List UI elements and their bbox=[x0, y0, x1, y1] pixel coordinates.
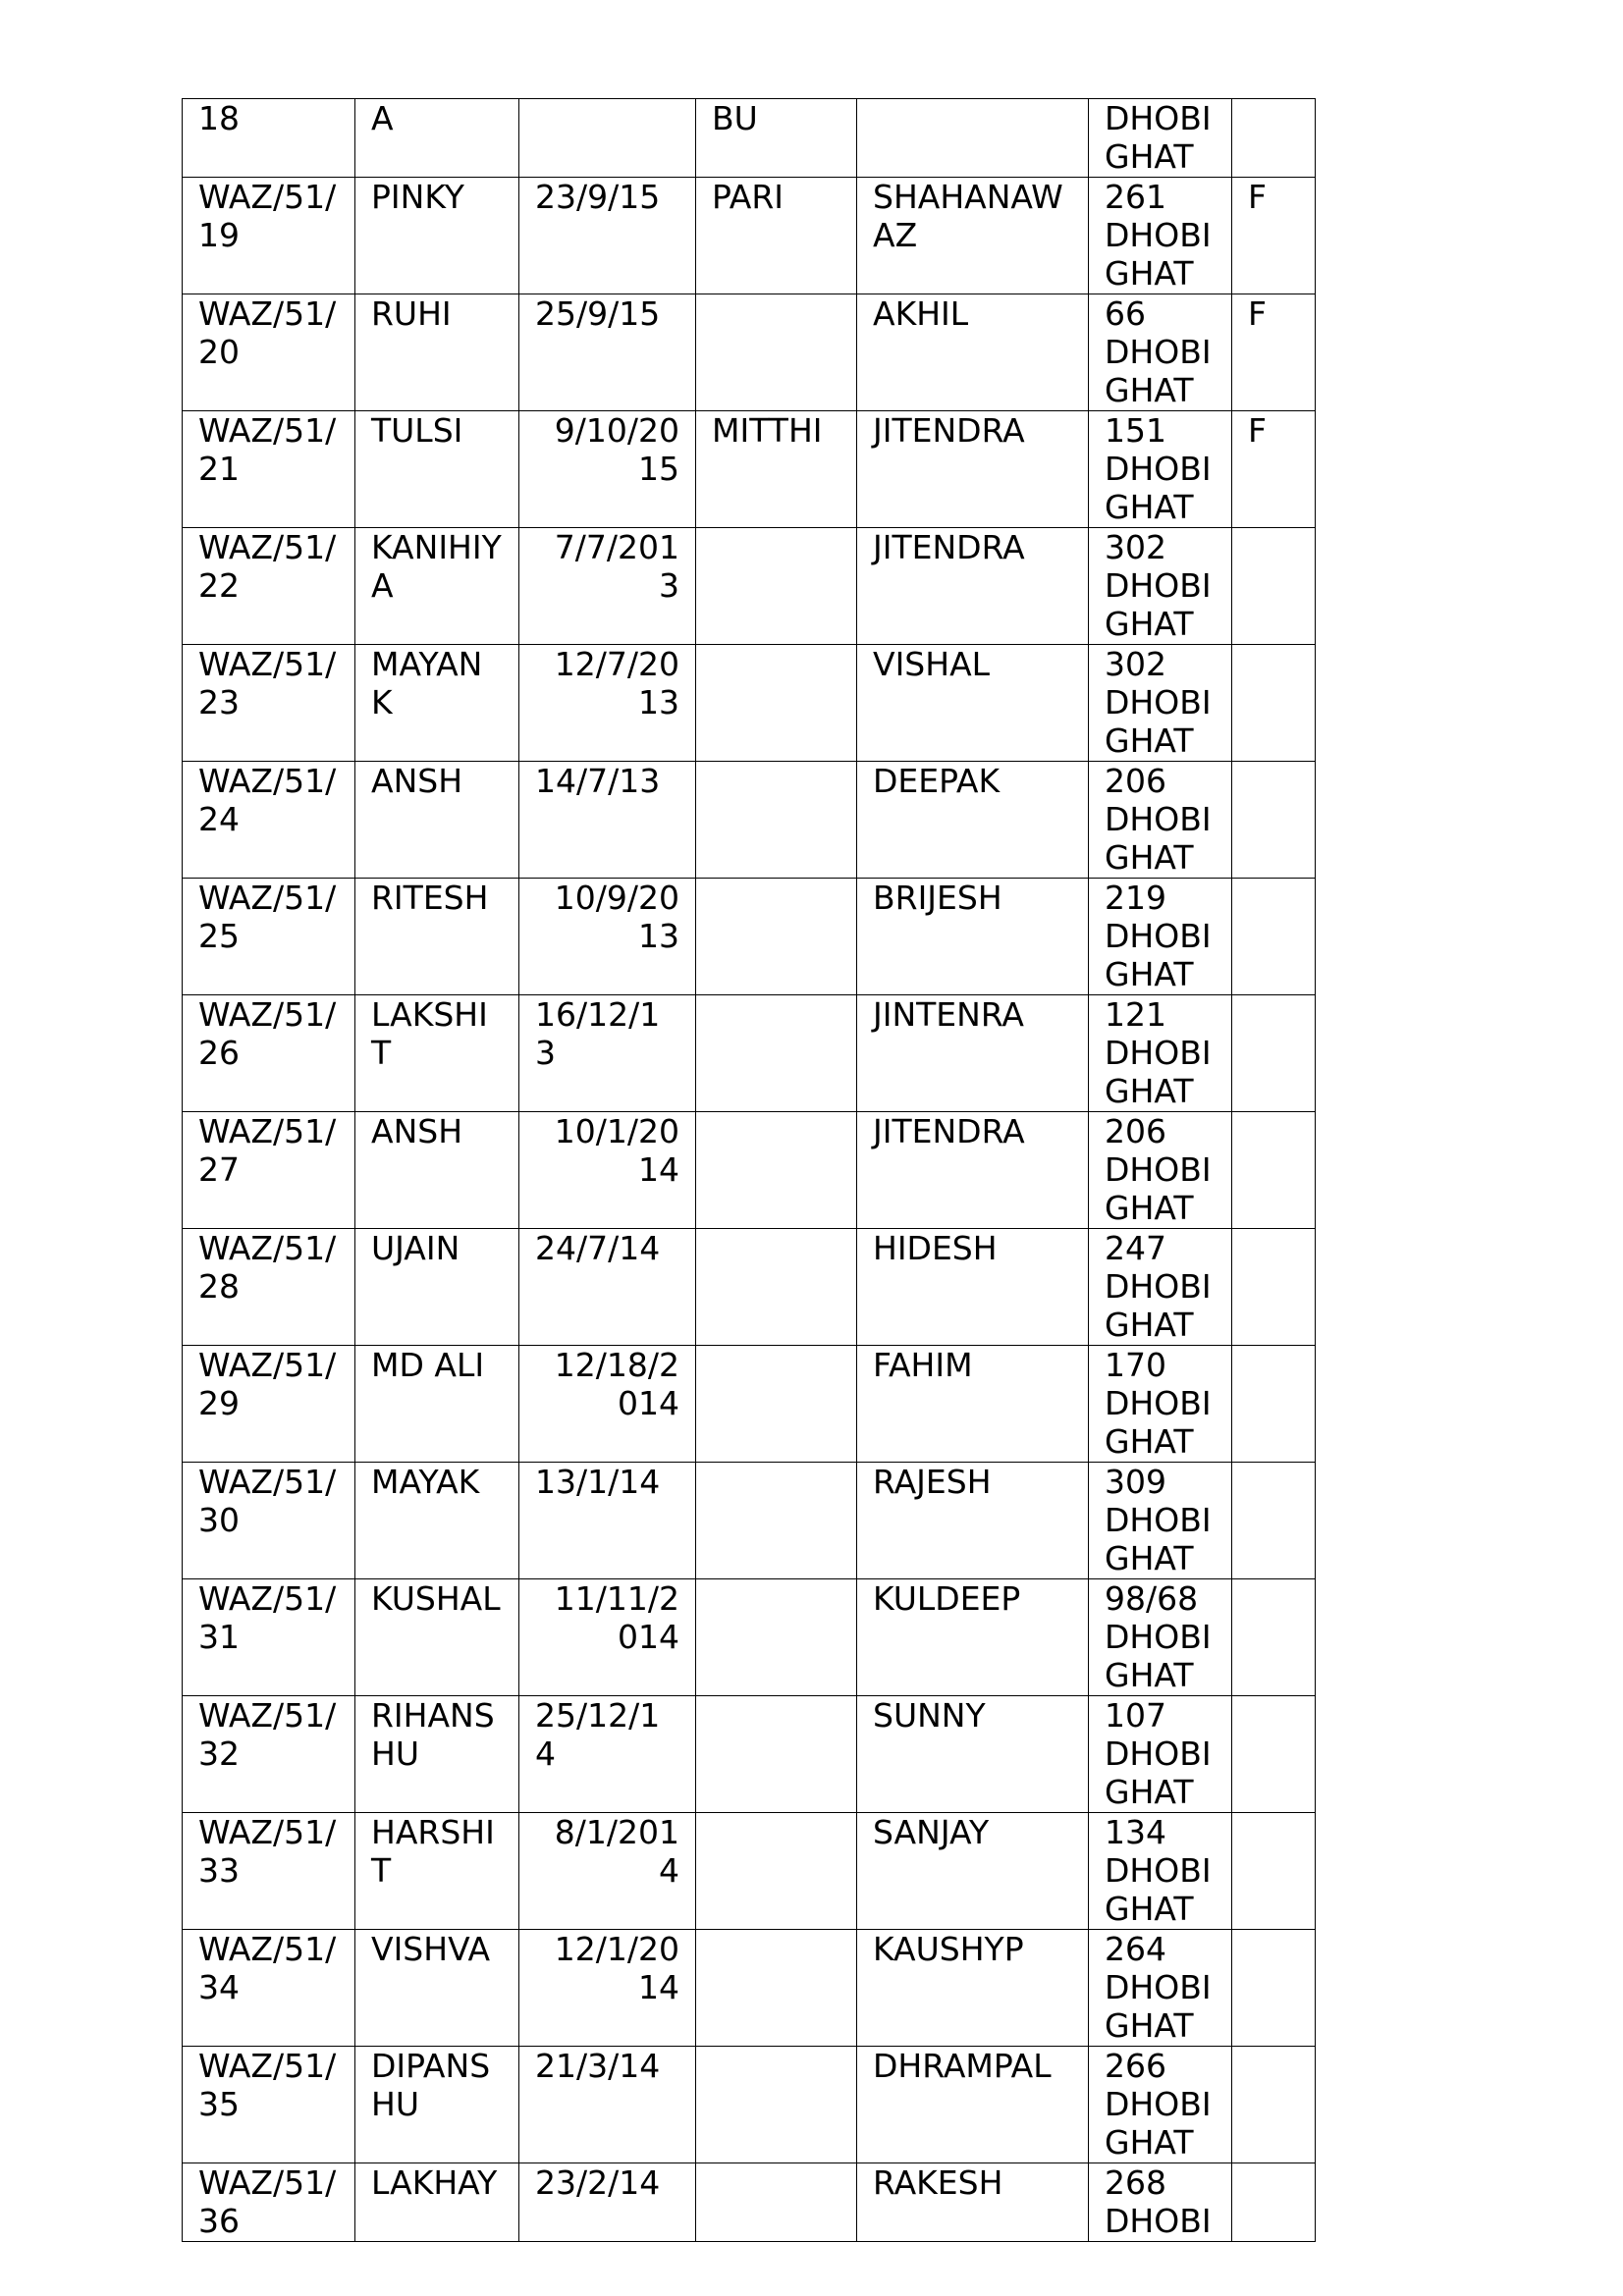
address-line: DHOBI bbox=[1105, 1267, 1212, 1306]
table-row bbox=[183, 528, 1316, 645]
address-cell bbox=[1089, 411, 1232, 528]
address-line: 66 bbox=[1105, 294, 1146, 333]
sex-cell bbox=[1232, 99, 1316, 178]
address-line: DHOBI bbox=[1105, 2202, 1212, 2240]
address-cell bbox=[1089, 1229, 1232, 1346]
mother-name-cell bbox=[696, 294, 857, 411]
date-of-birth-cell: 25/12/14 bbox=[519, 1696, 696, 1813]
mother-name-cell: PARI bbox=[696, 178, 857, 294]
table-row bbox=[183, 1229, 1316, 1346]
father-name-cell: HIDESH bbox=[857, 1229, 1089, 1346]
address-cell bbox=[1089, 995, 1232, 1112]
mother-name-cell bbox=[696, 1930, 857, 2047]
father-name-cell: VISHAL bbox=[857, 645, 1089, 762]
mother-name-cell bbox=[696, 1229, 857, 1346]
child-name-cell: RITESH bbox=[355, 879, 519, 995]
sex-cell bbox=[1232, 2047, 1316, 2163]
table-row bbox=[183, 1813, 1316, 1930]
date-of-birth-cell: 21/3/14 bbox=[519, 2047, 696, 2163]
father-name-cell: KULDEEP bbox=[857, 1579, 1089, 1696]
address-line: GHAT bbox=[1105, 955, 1194, 993]
table-body bbox=[183, 99, 1316, 2242]
mother-name-cell: BU bbox=[696, 99, 857, 178]
father-name-cell: SANJAY bbox=[857, 1813, 1089, 1930]
registration-number-cell: WAZ/51/36 bbox=[183, 2163, 355, 2242]
table-row bbox=[183, 2047, 1316, 2163]
date-of-birth-cell: 10/1/2014 bbox=[519, 1112, 696, 1229]
registration-number-cell: WAZ/51/22 bbox=[183, 528, 355, 645]
address-line: 170 bbox=[1105, 1346, 1166, 1384]
father-name-cell: RAKESH bbox=[857, 2163, 1089, 2242]
registration-number-cell: WAZ/51/30 bbox=[183, 1463, 355, 1579]
table-row bbox=[183, 1112, 1316, 1229]
address-cell bbox=[1089, 645, 1232, 762]
date-of-birth-cell: 14/7/13 bbox=[519, 762, 696, 879]
address-line: DHOBI bbox=[1105, 216, 1212, 254]
address-line: DHOBI bbox=[1105, 1384, 1212, 1422]
registration-number-cell: WAZ/51/32 bbox=[183, 1696, 355, 1813]
registration-number-cell: WAZ/51/20 bbox=[183, 294, 355, 411]
mother-name-cell bbox=[696, 1696, 857, 1813]
sex-cell bbox=[1232, 1229, 1316, 1346]
date-of-birth-cell: 12/1/2014 bbox=[519, 1930, 696, 2047]
sex-cell bbox=[1232, 1696, 1316, 1813]
address-line: 107 bbox=[1105, 1696, 1166, 1735]
child-name-cell: DIPANSHU bbox=[355, 2047, 519, 2163]
sex-cell: F bbox=[1232, 294, 1316, 411]
registration-number-cell: WAZ/51/23 bbox=[183, 645, 355, 762]
father-name-cell: RAJESH bbox=[857, 1463, 1089, 1579]
registration-number-cell: WAZ/51/21 bbox=[183, 411, 355, 528]
address-line: GHAT bbox=[1105, 721, 1194, 760]
address-line: DHOBI bbox=[1105, 566, 1212, 605]
table-row bbox=[183, 995, 1316, 1112]
address-line: 264 bbox=[1105, 1930, 1166, 1968]
mother-name-cell bbox=[696, 995, 857, 1112]
address-line: 309 bbox=[1105, 1463, 1166, 1501]
table-row bbox=[183, 879, 1316, 995]
date-of-birth-cell: 8/1/2014 bbox=[519, 1813, 696, 1930]
sex-cell bbox=[1232, 1112, 1316, 1229]
address-line: GHAT bbox=[1105, 1306, 1194, 1344]
address-line: GHAT bbox=[1105, 838, 1194, 877]
address-line: DHOBI bbox=[1105, 1735, 1212, 1773]
mother-name-cell bbox=[696, 528, 857, 645]
address-line: 134 bbox=[1105, 1813, 1166, 1851]
father-name-cell: FAHIM bbox=[857, 1346, 1089, 1463]
date-of-birth-cell: 16/12/13 bbox=[519, 995, 696, 1112]
table-row bbox=[183, 294, 1316, 411]
address-line: GHAT bbox=[1105, 488, 1194, 526]
child-name-cell: A bbox=[355, 99, 519, 178]
date-of-birth-cell: 13/1/14 bbox=[519, 1463, 696, 1579]
address-line: DHOBI bbox=[1105, 1501, 1212, 1539]
address-cell bbox=[1089, 1112, 1232, 1229]
child-name-cell: TULSI bbox=[355, 411, 519, 528]
table-row bbox=[183, 762, 1316, 879]
address-line: GHAT bbox=[1105, 1656, 1194, 1694]
address-line: GHAT bbox=[1105, 137, 1194, 176]
date-of-birth-cell: 23/2/14 bbox=[519, 2163, 696, 2242]
child-name-cell: LAKSHIT bbox=[355, 995, 519, 1112]
sex-cell bbox=[1232, 1346, 1316, 1463]
sex-cell bbox=[1232, 879, 1316, 995]
table-row bbox=[183, 99, 1316, 178]
date-of-birth-cell: 11/11/2014 bbox=[519, 1579, 696, 1696]
address-line: GHAT bbox=[1105, 254, 1194, 293]
registration-number-cell: 18 bbox=[183, 99, 355, 178]
address-cell bbox=[1089, 99, 1232, 178]
address-line: GHAT bbox=[1105, 2123, 1194, 2162]
father-name-cell: KAUSHYP bbox=[857, 1930, 1089, 2047]
date-of-birth-cell: 23/9/15 bbox=[519, 178, 696, 294]
address-cell bbox=[1089, 879, 1232, 995]
father-name-cell: SUNNY bbox=[857, 1696, 1089, 1813]
table-row bbox=[183, 1579, 1316, 1696]
father-name-cell: BRIJESH bbox=[857, 879, 1089, 995]
address-line: 302 bbox=[1105, 528, 1166, 566]
sex-cell bbox=[1232, 528, 1316, 645]
mother-name-cell bbox=[696, 1579, 857, 1696]
address-line: 302 bbox=[1105, 645, 1166, 683]
date-of-birth-cell: 10/9/2013 bbox=[519, 879, 696, 995]
sex-cell bbox=[1232, 645, 1316, 762]
registration-number-cell: WAZ/51/31 bbox=[183, 1579, 355, 1696]
child-name-cell: VISHVA bbox=[355, 1930, 519, 2047]
child-name-cell: RUHI bbox=[355, 294, 519, 411]
address-line: DHOBI bbox=[1105, 1851, 1212, 1890]
address-line: GHAT bbox=[1105, 1422, 1194, 1461]
sex-cell: F bbox=[1232, 411, 1316, 528]
registration-number-cell: WAZ/51/19 bbox=[183, 178, 355, 294]
address-line: 266 bbox=[1105, 2047, 1166, 2085]
address-cell bbox=[1089, 528, 1232, 645]
father-name-cell: DEEPAK bbox=[857, 762, 1089, 879]
date-of-birth-cell bbox=[519, 99, 696, 178]
address-line: GHAT bbox=[1105, 371, 1194, 409]
child-name-cell: MD ALI bbox=[355, 1346, 519, 1463]
address-line: GHAT bbox=[1105, 1890, 1194, 1928]
mother-name-cell bbox=[696, 1112, 857, 1229]
address-line: GHAT bbox=[1105, 1189, 1194, 1227]
child-name-cell: UJAIN bbox=[355, 1229, 519, 1346]
sex-cell bbox=[1232, 1463, 1316, 1579]
child-name-cell: HARSHIT bbox=[355, 1813, 519, 1930]
father-name-cell: AKHIL bbox=[857, 294, 1089, 411]
address-line: DHOBI bbox=[1105, 683, 1212, 721]
mother-name-cell bbox=[696, 2047, 857, 2163]
address-line: 121 bbox=[1105, 995, 1166, 1034]
sex-cell bbox=[1232, 1579, 1316, 1696]
address-line: 261 bbox=[1105, 178, 1166, 216]
child-name-cell: MAYAK bbox=[355, 1463, 519, 1579]
address-cell bbox=[1089, 1813, 1232, 1930]
father-name-cell: JITENDRA bbox=[857, 528, 1089, 645]
mother-name-cell bbox=[696, 879, 857, 995]
table-row bbox=[183, 411, 1316, 528]
sex-cell bbox=[1232, 995, 1316, 1112]
table-row bbox=[183, 1346, 1316, 1463]
table-row bbox=[183, 1696, 1316, 1813]
address-line: 247 bbox=[1105, 1229, 1166, 1267]
address-line: DHOBI bbox=[1105, 450, 1212, 488]
address-line: DHOBI bbox=[1105, 1034, 1212, 1072]
address-line: DHOBI bbox=[1105, 333, 1212, 371]
date-of-birth-cell: 24/7/14 bbox=[519, 1229, 696, 1346]
date-of-birth-cell: 7/7/2013 bbox=[519, 528, 696, 645]
address-line: GHAT bbox=[1105, 2006, 1194, 2045]
registration-number-cell: WAZ/51/26 bbox=[183, 995, 355, 1112]
registration-number-cell: WAZ/51/35 bbox=[183, 2047, 355, 2163]
address-cell bbox=[1089, 1696, 1232, 1813]
address-cell bbox=[1089, 294, 1232, 411]
date-of-birth-cell: 25/9/15 bbox=[519, 294, 696, 411]
sex-cell: F bbox=[1232, 178, 1316, 294]
address-line: DHOBI bbox=[1105, 2085, 1212, 2123]
father-name-cell bbox=[857, 99, 1089, 178]
mother-name-cell bbox=[696, 1813, 857, 1930]
registration-number-cell: WAZ/51/29 bbox=[183, 1346, 355, 1463]
address-line: 151 bbox=[1105, 411, 1166, 450]
sex-cell bbox=[1232, 762, 1316, 879]
table-row bbox=[183, 2163, 1316, 2242]
table-row bbox=[183, 178, 1316, 294]
father-name-cell: SHAHANAWAZ bbox=[857, 178, 1089, 294]
table-row bbox=[183, 1930, 1316, 2047]
table-row bbox=[183, 645, 1316, 762]
address-line: 206 bbox=[1105, 762, 1166, 800]
address-line: GHAT bbox=[1105, 1072, 1194, 1110]
mother-name-cell bbox=[696, 2163, 857, 2242]
address-line: DHOBI bbox=[1105, 1968, 1212, 2006]
address-line: DHOBI bbox=[1105, 99, 1212, 137]
father-name-cell: JINTENRA bbox=[857, 995, 1089, 1112]
address-line: 98/68 bbox=[1105, 1579, 1199, 1618]
date-of-birth-cell: 12/18/2014 bbox=[519, 1346, 696, 1463]
registration-number-cell: WAZ/51/25 bbox=[183, 879, 355, 995]
child-name-cell: RIHANSHU bbox=[355, 1696, 519, 1813]
address-line: GHAT bbox=[1105, 605, 1194, 643]
address-line: GHAT bbox=[1105, 1773, 1194, 1811]
sex-cell bbox=[1232, 1813, 1316, 1930]
address-line: 206 bbox=[1105, 1112, 1166, 1150]
registration-number-cell: WAZ/51/24 bbox=[183, 762, 355, 879]
child-name-cell: PINKY bbox=[355, 178, 519, 294]
address-line: 219 bbox=[1105, 879, 1166, 917]
address-cell bbox=[1089, 1930, 1232, 2047]
child-name-cell: ANSH bbox=[355, 1112, 519, 1229]
address-line: DHOBI bbox=[1105, 917, 1212, 955]
mother-name-cell: MITTHI bbox=[696, 411, 857, 528]
address-cell bbox=[1089, 1579, 1232, 1696]
child-name-cell: LAKHAY bbox=[355, 2163, 519, 2242]
registration-number-cell: WAZ/51/33 bbox=[183, 1813, 355, 1930]
child-name-cell: MAYANK bbox=[355, 645, 519, 762]
mother-name-cell bbox=[696, 762, 857, 879]
mother-name-cell bbox=[696, 645, 857, 762]
address-cell bbox=[1089, 2163, 1232, 2242]
address-line: DHOBI bbox=[1105, 800, 1212, 838]
father-name-cell: DHRAMPAL bbox=[857, 2047, 1089, 2163]
address-cell bbox=[1089, 1346, 1232, 1463]
date-of-birth-cell: 9/10/2015 bbox=[519, 411, 696, 528]
registration-number-cell: WAZ/51/28 bbox=[183, 1229, 355, 1346]
child-name-cell: ANSH bbox=[355, 762, 519, 879]
registration-number-cell: WAZ/51/27 bbox=[183, 1112, 355, 1229]
address-line: DHOBI bbox=[1105, 1150, 1212, 1189]
date-of-birth-cell: 12/7/2013 bbox=[519, 645, 696, 762]
child-name-cell: KUSHAL bbox=[355, 1579, 519, 1696]
sex-cell bbox=[1232, 1930, 1316, 2047]
address-cell bbox=[1089, 2047, 1232, 2163]
mother-name-cell bbox=[696, 1463, 857, 1579]
address-line: GHAT bbox=[1105, 1539, 1194, 1577]
address-cell bbox=[1089, 762, 1232, 879]
table-row bbox=[183, 1463, 1316, 1579]
address-line: 268 bbox=[1105, 2163, 1166, 2202]
mother-name-cell bbox=[696, 1346, 857, 1463]
child-name-cell: KANIHIYA bbox=[355, 528, 519, 645]
address-cell bbox=[1089, 178, 1232, 294]
father-name-cell: JITENDRA bbox=[857, 1112, 1089, 1229]
registration-number-cell: WAZ/51/34 bbox=[183, 1930, 355, 2047]
address-line: DHOBI bbox=[1105, 1618, 1212, 1656]
father-name-cell: JITENDRA bbox=[857, 411, 1089, 528]
sex-cell bbox=[1232, 2163, 1316, 2242]
address-cell bbox=[1089, 1463, 1232, 1579]
register-table bbox=[182, 98, 1316, 2242]
